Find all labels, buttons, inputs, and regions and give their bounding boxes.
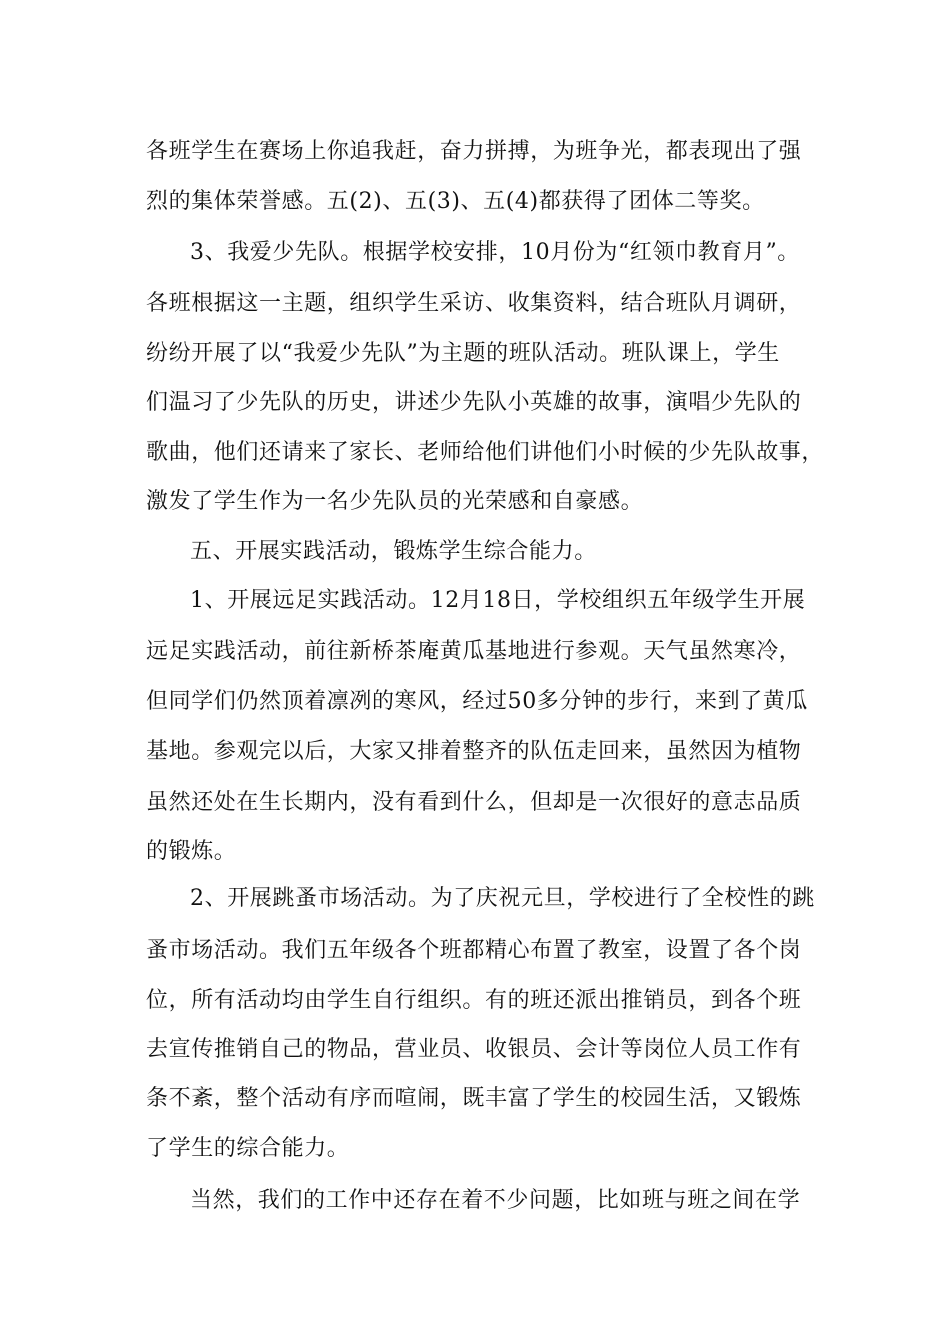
text-line: 烈的集体荣誉感。五(2)、五(3)、五(4)都获得了团体二等奖。 [146,189,765,214]
text-line: 基地。参观完以后，大家又排着整齐的队伍走回来，虽然因为植物 [146,739,802,764]
text-line: 但同学们仍然顶着凛冽的寒风，经过50多分钟的步行，来到了黄瓜 [146,689,808,714]
text-line: 歌曲，他们还请来了家长、老师给他们讲他们小时候的少先队故事， [146,440,825,465]
text-line: 各班学生在赛场上你追我赶，奋力拼搏，为班争光，都表现出了强 [146,139,802,164]
text-line: 纷纷开展了以“我爱少先队”为主题的班队活动。班队课上，学生 [146,341,780,366]
text-line: 去宣传推销自己的物品，营业员、收银员、会计等岗位人员工作有 [146,1037,802,1062]
text-line: 虽然还处在生长期内，没有看到什么，但却是一次很好的意志品质 [146,790,802,815]
text-line: 蚤市场活动。我们五年级各个班都精心布置了教室，设置了各个岗 [146,938,802,963]
text-line: 当然，我们的工作中还存在着不少问题，比如班与班之间在学 [190,1188,801,1213]
text-line: 们温习了少先队的历史，讲述少先队小英雄的故事，演唱少先队的 [146,390,802,415]
text-line: 条不紊，整个活动有序而喧闹，既丰富了学生的校园生活，又锻炼 [146,1086,802,1111]
text-line: 了学生的综合能力。 [146,1136,350,1161]
text-line: 的锻炼。 [146,839,237,864]
text-line: 1、开展远足实践活动。12月18日，学校组织五年级学生开展 [190,588,806,613]
section-heading: 五、开展实践活动，锻炼学生综合能力。 [190,539,597,564]
text-line: 3、我爱少先队。根据学校安排，10月份为“红领巾教育月”。 [190,240,800,265]
text-line: 远足实践活动，前往新桥茶庵黄瓜基地进行参观。天气虽然寒冷， [146,639,802,664]
text-line: 各班根据这一主题，组织学生采访、收集资料，结合班队月调研， [146,291,802,316]
text-line: 位，所有活动均由学生自行组织。有的班还派出推销员，到各个班 [146,988,802,1013]
text-line: 2、开展跳蚤市场活动。为了庆祝元旦，学校进行了全校性的跳 [190,886,815,911]
text-line: 激发了学生作为一名少先队员的光荣感和自豪感。 [146,489,644,514]
